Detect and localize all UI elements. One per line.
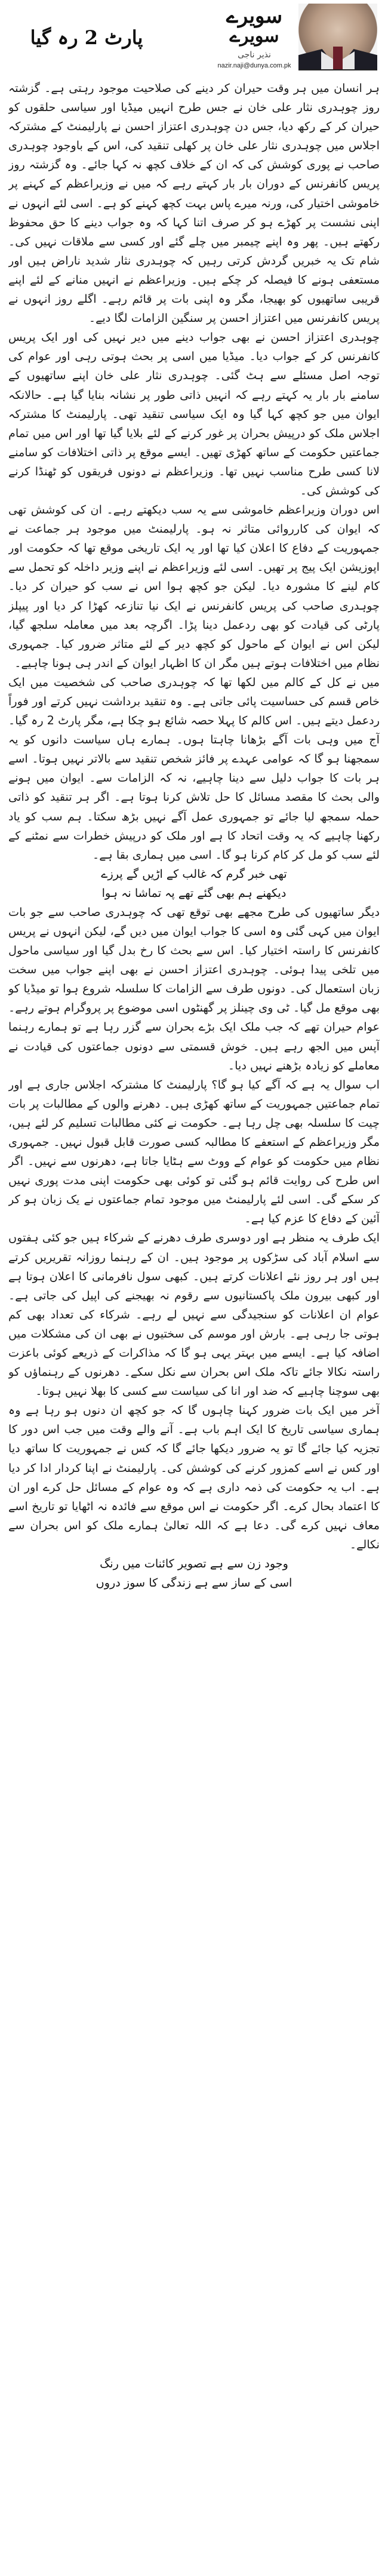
author-photo <box>298 4 377 70</box>
column-logo <box>216 6 292 69</box>
paragraph: چوہدری اعتزاز احسن نے بھی جواب دینے میں دیر نہیں کی اور ایک پریس کانفرنس کر کے جواب دیا۔ میڈیا میں اسی پر بحث ہوتی رہی اور عوام کی توجہ اصل مسئلے سے ہٹ گئی۔ چوہدری نثار علی خان اپنے ساتھیوں کے سامنے بار بار یہ کہتے رہے کہ انہیں ذاتی طور پر نشانہ بنایا گیا ہے۔ حالانکہ ایوان میں جو کچھ کہا گیا وہ ایک سیاسی تنقید تھی۔ پارلیمنٹ کا مشترکہ اجلاس ملک کو درپیش بحران پر غور کرنے کے لئے بلایا گیا تھا اور اس میں تمام جماعتیں حکومت کے ساتھ کھڑی تھیں۔ ایسے موقع پر ذاتی اختلافات کو سامنے لانا کسی طرح مناسب نہیں تھا۔ وزیراعظم نے دونوں فریقوں کو ٹھنڈا کرنے کی کوشش کی۔ <box>8 330 380 497</box>
logo-line-2: سویرے <box>229 26 279 47</box>
paragraph: دیگر ساتھیوں کی طرح مجھے بھی توقع تھی کہ چوہدری صاحب سے جو بات ایوان میں کہی گئی وہ اسی کا جواب ایوان میں دیں گے، لیکن انہوں نے پریس کانفرنس کا راستہ اختیار کیا۔ اس سے بحث کا رخ بدل گیا اور سیاسی ماحول میں تلخی پیدا ہوئی۔ چوہدری اعتزاز احسن نے بھی اپنے جواب میں سخت زبان استعمال کی۔ دونوں طرف سے الزامات کا سلسلہ شروع ہوا تو میڈیا کو بھی موقع مل گیا۔ ٹی وی چینلز پر گھنٹوں اسی موضوع پر پروگرام ہوتے رہے۔ عوام حیران تھے کہ جب ملک ایک بڑے بحران سے گزر رہا ہے تو ہمارے رہنما آپس میں الجھ رہے ہیں۔ خوش قسمتی سے دونوں جماعتوں کی قیادت نے معاملے کو زیادہ بڑھنے نہیں دیا۔ <box>8 905 380 1072</box>
photo-tie <box>333 47 343 69</box>
couplet-line: اسی کے ساز سے ہے زندگی کا سوز دروں <box>96 1576 292 1590</box>
paragraph: اس دوران وزیراعظم خاموشی سے یہ سب دیکھتے رہے۔ ان کی کوشش تھی کہ ایوان کی کارروائی متاثر نہ ہو۔ پارلیمنٹ میں موجود ہر جماعت نے جمہوریت کے دفاع کا اعلان کیا تھا اور یہ ایک تاریخی موقع تھا کہ حکومت اور اپوزیشن ایک پیج پر تھیں۔ اسی لئے وزیراعظم نے اپنے وزیر داخلہ کو تحمل سے کام لینے کا مشورہ دیا۔ لیکن جو کچھ ہوا اس نے سب کو حیران کر دیا۔ چوہدری صاحب کی پریس کانفرنس نے ایک نیا تنازعہ کھڑا کر دیا اور پیپلز پارٹی کی قیادت کو بھی ردعمل دینا پڑا۔ اگرچہ بعد میں معاملہ سلجھ گیا، لیکن اس نے ایوان کے ماحول کو کچھ دیر کے لئے متاثر ضرور کیا۔ جمہوری نظام میں اختلافات ہوتے ہیں مگر ان کا اظہار ایوان کے اندر ہی ہونا چاہیے۔ <box>8 503 380 670</box>
paragraph: آخر میں ایک بات ضرور کہنا چاہوں گا کہ جو کچھ ان دنوں ہو رہا ہے وہ ہماری سیاسی تاریخ کا ایک اہم باب ہے۔ آنے والے وقت میں جب اس دور کا تجزیہ کیا جائے گا تو یہ ضرور دیکھا جائے گا کہ کس نے جمہوریت کا ساتھ دیا اور کس نے اسے کمزور کرنے کی کوشش کی۔ پارلیمنٹ نے اپنا کردار ادا کر دیا ہے۔ اب یہ حکومت کی ذمہ داری ہے کہ وہ عوام کے مسائل حل کرے اور ان کا اعتماد بحال کرے۔ اگر حکومت نے اس موقع سے فائدہ نہ اٹھایا تو تاریخ اسے معاف نہیں کرے گی۔ دعا ہے کہ اللہ تعالیٰ ہمارے ملک کو اس بحران سے نکالے۔ <box>8 1403 380 1551</box>
column-title: پارٹ 2 رہ گیا <box>30 26 143 49</box>
paragraph: ایک طرف یہ منظر ہے اور دوسری طرف دھرنے کے شرکاء ہیں جو کئی ہفتوں سے اسلام آباد کی سڑکوں پر موجود ہیں۔ ان کے رہنما روزانہ تقریریں کرتے ہیں اور ہر روز نئے اعلانات کرتے ہیں۔ کبھی سول نافرمانی کا اعلان ہوتا ہے اور کبھی بیرون ملک پاکستانیوں سے رقوم نہ بھیجنے کی اپیل کی جاتی ہے۔ عوام ان اعلانات کو سنجیدگی سے نہیں لے رہے۔ شرکاء کی تعداد بھی کم ہوتی جا رہی ہے۔ بارش اور موسم کی سختیوں نے بھی ان کی مشکلات میں اضافہ کیا ہے۔ ایسے میں بہتر یہی ہو گا کہ مذاکرات کے ذریعے کوئی باعزت راستہ نکالا جائے تاکہ ملک اس بحران سے نکل سکے۔ دھرنوں کے رہنماؤں کو بھی سوچنا چاہیے کہ ضد اور انا کی سیاست سے کسی کا بھلا نہیں ہوتا۔ <box>8 1231 380 1398</box>
couplet-line: تھی خبر گرم کہ غالب کے اڑیں گے پرزے <box>101 866 287 881</box>
couplet <box>8 865 380 903</box>
couplet-line: وجود زن سے ہے تصویر کائنات میں رنگ <box>100 1557 288 1571</box>
paragraph: اب سوال یہ ہے کہ آگے کیا ہو گا؟ پارلیمنٹ کا مشترکہ اجلاس جاری ہے اور تمام جماعتیں جمہوریت کے ساتھ کھڑی ہیں۔ دھرنے والوں کے مطالبات پر بات چیت کا سلسلہ بھی چل رہا ہے۔ حکومت نے کئی مطالبات تسلیم کر لئے ہیں، مگر وزیراعظم کے استعفے کا مطالبہ کسی صورت قابل قبول نہیں۔ جمہوری نظام میں حکومت کو عوام کے ووٹ سے ہٹایا جاتا ہے، دھرنوں سے نہیں۔ اگر اس طرح کی روایت قائم ہو گئی تو کوئی بھی حکومت اپنی مدت پوری نہیں کر سکے گی۔ اسی لئے پارلیمنٹ میں موجود تمام جماعتوں نے یک زبان ہو کر آئین کے دفاع کا عزم کیا ہے۔ <box>8 1077 380 1226</box>
paragraph: ہر انسان میں ہر وقت حیران کر دینے کی صلاحیت موجود رہتی ہے۔ گزشتہ روز چوہدری نثار علی خان نے جس طرح انہیں میڈیا اور سیاسی حلقوں کو حیران کر کے رکھ دیا، جس دن چوہدری اعتزاز احسن نے پارلیمنٹ کے مشترکہ اجلاس میں چوہدری نثار علی خان پر کھلی تنقید کی، اس کے باوجود چوہدری صاحب نے پوری کوشش کی کہ ان کے خلاف کچھ نہ کہا جائے۔ وہ گزشتہ روز پریس کانفرنس کے دوران بار بار کہتے رہے کہ میں نے وزیراعظم کے کہنے پر خاموشی اختیار کی، ورنہ میرے پاس بہت کچھ کہنے کو ہے۔ اسی لئے انہوں نے اپنی نشست پر کھڑے ہو کر صرف اتنا کہا کہ وہ جواب دینے کا حق محفوظ رکھتے ہیں۔ پھر وہ اپنے چیمبر میں چلے گئے اور کسی سے ملاقات نہیں کی۔ شام تک یہ خبریں گردش کرتی رہیں کہ چوہدری نثار شدید ناراض ہیں اور مستعفی ہونے کا فیصلہ کر چکے ہیں۔ وزیراعظم نے انہیں منانے کے لئے اپنے قریبی ساتھیوں کو بھیجا، مگر وہ اپنی بات پر قائم رہے۔ اگلے روز انہوں نے پریس کانفرنس میں اعتزاز احسن پر سنگین الزامات لگا دیے۔ <box>8 81 380 325</box>
paragraph: میں نے کل کے کالم میں لکھا تھا کہ چوہدری صاحب کی شخصیت میں ایک خاص قسم کی حساسیت پائی جاتی ہے۔ وہ تنقید برداشت نہیں کرتے اور فوراً ردعمل دیتے ہیں۔ اس کالم کا پہلا حصہ شائع ہو چکا ہے، مگر پارٹ 2 رہ گیا۔ آج میں وہی بات آگے بڑھانا چاہتا ہوں۔ ہمارے ہاں سیاست دانوں کو یہ سمجھنا ہو گا کہ عوامی عہدے پر فائز شخص تنقید سے بالاتر نہیں ہوتا۔ اسے ہر بات کا جواب دلیل سے دینا چاہیے، نہ کہ الزامات سے۔ ایوان میں ہونے والی بحث کا مقصد مسائل کا حل تلاش کرنا ہوتا ہے۔ اگر ہر تنقید کو ذاتی حملہ سمجھ لیا جائے تو جمہوری عمل آگے نہیں بڑھ سکتا۔ ہم سب کو یاد رکھنا چاہیے کہ یہ وقت اتحاد کا ہے اور ملک کو درپیش خطرات سے نمٹنے کے لئے سب کو مل کر کام کرنا ہو گا۔ اسی میں ہماری بقا ہے۔ <box>8 675 380 862</box>
column-header <box>0 0 388 74</box>
couplet <box>8 1554 380 1593</box>
author-email: nazir.naji@dunya.com.pk <box>217 62 291 69</box>
article-body <box>8 79 380 2569</box>
author-name: نذیر ناجی <box>238 50 271 60</box>
logo-line-1: سویرے <box>226 4 283 28</box>
couplet-line: دیکھنے ہم بھی گئے تھے پہ تماشا نہ ہوا <box>101 886 287 900</box>
